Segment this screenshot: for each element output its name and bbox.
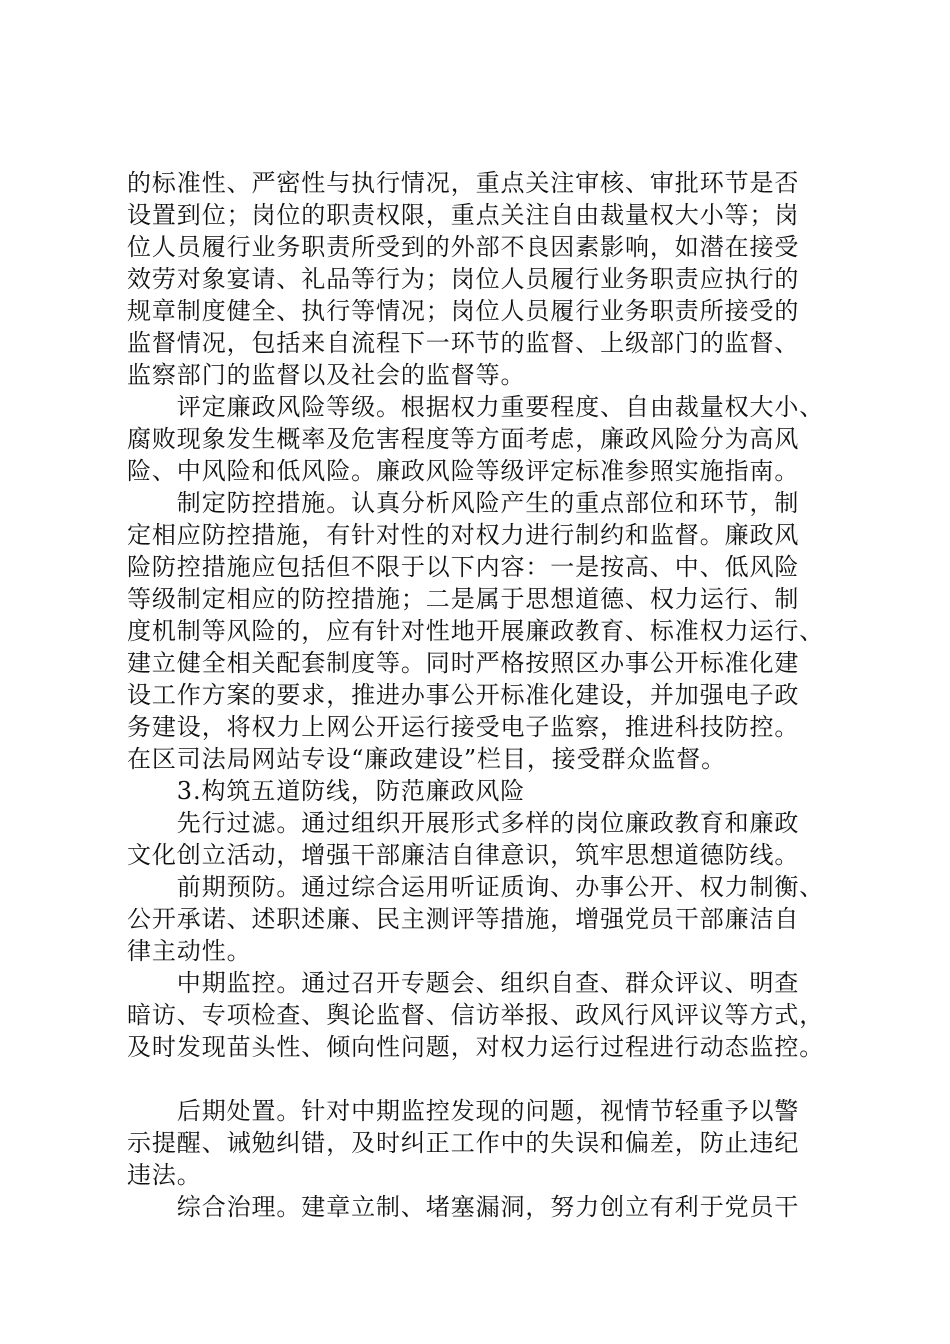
text-line: 违法。 xyxy=(127,1161,202,1189)
text-line: 险、中风险和低风险。廉政风险等级评定标准参照实施指南。 xyxy=(127,457,800,485)
text-line: 公开承诺、述职述廉、民主测评等措施，增强党员干部廉洁自 xyxy=(127,905,800,933)
text-line: 设工作方案的要求，推进办事公开标准化建设，并加强电子政 xyxy=(127,681,800,709)
text-line: 前期预防。通过综合运用听证质询、办事公开、权力制衡、 xyxy=(127,873,825,901)
text-line: 制定防控措施。认真分析风险产生的重点部位和环节，制 xyxy=(127,489,800,517)
text-line: 腐败现象发生概率及危害程度等方面考虑，廉政风险分为高风 xyxy=(127,425,800,453)
text-line: 位人员履行业务职责所受到的外部不良因素影响，如潜在接受 xyxy=(127,233,800,261)
text-line: 险防控措施应包括但不限于以下内容：一是按高、中、低风险 xyxy=(127,553,800,581)
text-line: 及时发现苗头性、倾向性问题，对权力运行过程进行动态监控。 xyxy=(127,1033,825,1061)
text-line: 在区司法局网站专设“廉政建设”栏目，接受群众监督。 xyxy=(127,745,727,773)
text-line: 评定廉政风险等级。根据权力重要程度、自由裁量权大小、 xyxy=(127,393,825,421)
text-line: 设置到位；岗位的职责权限，重点关注自由裁量权大小等；岗 xyxy=(127,201,800,229)
text-line: 的标准性、严密性与执行情况，重点关注审核、审批环节是否 xyxy=(127,169,800,197)
text-line: 定相应防控措施，有针对性的对权力进行制约和监督。廉政风 xyxy=(127,521,800,549)
text-line: 暗访、专项检查、舆论监督、信访举报、政风行风评议等方式， xyxy=(127,1001,825,1029)
blank-line xyxy=(127,1063,847,1095)
text-line: 先行过滤。通过组织开展形式多样的岗位廉政教育和廉政 xyxy=(127,809,800,837)
text-line: 文化创立活动，增强干部廉洁自律意识，筑牢思想道德防线。 xyxy=(127,841,800,869)
text-line: 规章制度健全、执行等情况；岗位人员履行业务职责所接受的 xyxy=(127,297,800,325)
text-line: 律主动性。 xyxy=(127,937,252,965)
text-line: 监督情况，包括来自流程下一环节的监督、上级部门的监督、 xyxy=(127,329,800,357)
text-line: 等级制定相应的防控措施；二是属于思想道德、权力运行、制 xyxy=(127,585,800,613)
text-line: 综合治理。建章立制、堵塞漏洞，努力创立有利于党员干 xyxy=(127,1193,800,1221)
text-line: 建立健全相关配套制度等。同时严格按照区办事公开标准化建 xyxy=(127,649,800,677)
section-heading: 3.构筑五道防线，防范廉政风险 xyxy=(127,777,526,805)
document-body xyxy=(127,167,847,1223)
text-line: 务建设，将权力上网公开运行接受电子监察，推进科技防控。 xyxy=(127,713,800,741)
text-line: 度机制等风险的，应有针对性地开展廉政教育、标准权力运行、 xyxy=(127,617,825,645)
text-line: 中期监控。通过召开专题会、组织自查、群众评议、明查 xyxy=(127,969,800,997)
text-line: 示提醒、诫勉纠错，及时纠正工作中的失误和偏差，防止违纪 xyxy=(127,1129,800,1157)
text-line: 效劳对象宴请、礼品等行为；岗位人员履行业务职责应执行的 xyxy=(127,265,800,293)
text-line: 监察部门的监督以及社会的监督等。 xyxy=(127,361,526,389)
text-line: 后期处置。针对中期监控发现的问题，视情节轻重予以警 xyxy=(127,1097,800,1125)
